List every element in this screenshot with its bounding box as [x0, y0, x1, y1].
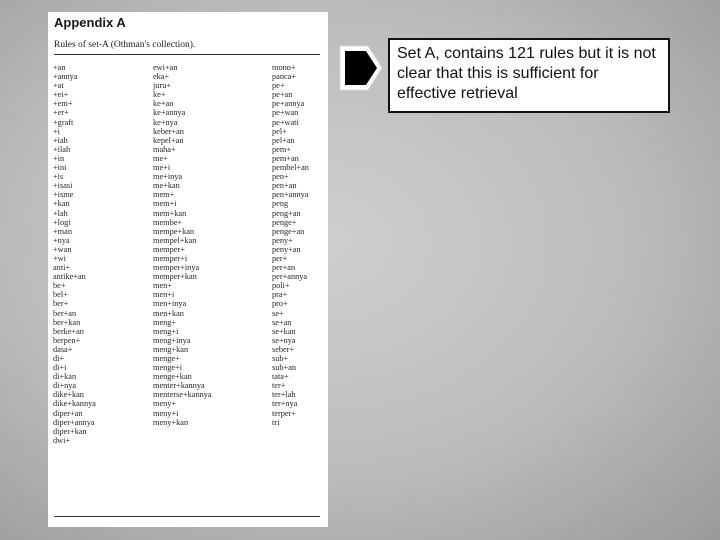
rule-entry: +logi	[53, 217, 71, 227]
rule-entry: mem+	[153, 190, 175, 200]
rule-entry: dike+kan	[53, 390, 84, 400]
rule-entry: mem+i	[153, 199, 177, 209]
rule-entry: pen+an	[272, 181, 297, 191]
rule-entry: meny+	[153, 399, 177, 409]
rule-entry: men+	[153, 281, 172, 291]
rule-entry: pembel+an	[272, 163, 309, 173]
rule-entry: memper+kan	[153, 272, 197, 282]
rule-entry: me+kan	[153, 181, 180, 191]
rule-entry: ter+lah	[272, 390, 296, 400]
rule-entry: penge+an	[272, 226, 305, 236]
rule-entry: pe+wan	[272, 108, 299, 118]
rule-entry: tata+	[272, 372, 289, 382]
rule-entry: ke+an	[153, 99, 174, 109]
rules-column-1	[53, 63, 148, 445]
rule-entry: men+inya	[153, 299, 187, 309]
rule-entry: +annya	[53, 72, 78, 82]
rule-entry: di+	[53, 354, 65, 363]
rule-entry: se+kan	[272, 326, 296, 336]
rule-entry: pe+annya	[272, 99, 305, 109]
rule-entry: mempel+kan	[153, 235, 197, 245]
rule-entry: terper+	[272, 408, 297, 418]
document-subtitle: Rules of set-A (Othman's collection).	[54, 40, 196, 50]
rule-entry: di+nya	[53, 381, 77, 391]
document-title: Appendix A	[54, 15, 126, 30]
rule-entry: seber+	[272, 344, 295, 354]
rule-entry: menter+kannya	[153, 381, 205, 391]
table-top-rule	[54, 54, 320, 55]
rule-entry: +graft	[53, 117, 74, 127]
rule-entry: kepel+an	[153, 135, 184, 145]
rule-entry: dasa+	[53, 344, 73, 354]
rule-entry: peng	[272, 199, 289, 209]
rule-entry: penge+	[272, 217, 297, 227]
rule-entry: ter+nya	[272, 399, 298, 409]
rule-entry: se+an	[272, 317, 292, 327]
rule-entry: maha+	[153, 144, 176, 154]
rule-entry: pro+	[272, 299, 288, 309]
rule-entry: dwi+	[53, 435, 71, 445]
rule-entry: diper+annya	[53, 417, 95, 427]
rule-entry: +is	[53, 172, 64, 182]
rule-entry: +ini	[53, 163, 67, 173]
rule-entry: juru+	[153, 81, 172, 91]
rule-entry: pe+an	[272, 90, 293, 100]
rule-entry: men+i	[153, 290, 175, 300]
scanned-document	[48, 12, 328, 527]
rule-entry: meng+inya	[153, 335, 191, 345]
rule-entry: +ilah	[53, 144, 71, 154]
rule-entry: memper+i	[153, 253, 188, 263]
rule-entry: +i	[53, 126, 60, 136]
rule-entry: ter+	[272, 381, 286, 391]
rule-entry: membe+	[153, 217, 183, 227]
rule-entry: pem+an	[272, 153, 299, 163]
arrow-bullet-icon	[338, 44, 384, 92]
rule-entry: +wan	[53, 244, 72, 254]
rule-entry: bel+	[53, 290, 68, 300]
rule-entry: keber+an	[153, 126, 184, 136]
rule-entry: +iah	[53, 135, 68, 145]
rule-entry: pen+annya	[272, 190, 309, 200]
rule-entry: ke+annya	[153, 108, 186, 118]
rule-entry: +an	[53, 63, 66, 72]
callout-text: Set A, contains 121 rules but it is not clear that this is sufficient for effective retrieval	[397, 45, 656, 102]
rule-entry: eka+	[153, 72, 170, 82]
rule-entry: +man	[53, 226, 72, 236]
rule-entry: pel+	[272, 126, 287, 136]
rule-entry: ber+kan	[53, 317, 81, 327]
rule-entry: ke+nya	[153, 117, 178, 127]
rule-entry: peng+an	[272, 208, 301, 218]
rule-entry: se+	[272, 308, 284, 318]
rule-entry: +lah	[53, 208, 68, 218]
rule-entry: diper+kan	[53, 426, 87, 436]
rule-entry: be+	[53, 281, 66, 291]
rule-entry: menge+i	[153, 363, 183, 373]
rule-entry: pra+	[272, 290, 288, 300]
rule-entry: mempe+kan	[153, 226, 195, 236]
rule-entry: menterse+kannya	[153, 390, 212, 400]
rule-entry: poli+	[272, 281, 290, 291]
rule-entry: +er+	[53, 108, 69, 118]
rule-entry: anti+	[53, 263, 71, 273]
rule-entry: pe+wati	[272, 117, 299, 127]
rule-entry: pem+	[272, 144, 291, 154]
callout-box	[388, 38, 670, 113]
rule-entry: sub+an	[272, 363, 297, 373]
rule-entry: +kan	[53, 199, 70, 209]
rule-entry: menge+	[153, 354, 180, 363]
rule-entry: meng+i	[153, 326, 179, 336]
rule-entry: pen+	[272, 172, 289, 182]
rule-entry: se+nya	[272, 335, 296, 345]
rule-entry: diper+an	[53, 408, 83, 418]
rule-entry: ewi+an	[153, 63, 178, 72]
rule-entry: +wi	[53, 253, 66, 263]
rule-entry: sub+	[272, 354, 289, 363]
rule-entry: mono+	[272, 63, 296, 72]
rule-entry: meng+	[153, 317, 177, 327]
rule-entry: meny+kan	[153, 417, 189, 427]
rule-entry: me+	[153, 153, 168, 163]
rule-entry: +isasi	[53, 181, 73, 191]
rules-column-3	[272, 63, 328, 427]
rule-entry: meny+i	[153, 408, 179, 418]
rule-entry: di+kan	[53, 372, 77, 382]
rule-entry: +ei+	[53, 90, 69, 100]
rule-entry: pel+an	[272, 135, 295, 145]
rule-entry: tri	[272, 417, 280, 427]
rule-entry: +nya	[53, 235, 70, 245]
rule-entry: memper+	[153, 244, 185, 254]
rule-entry: per+	[272, 253, 288, 263]
rule-entry: peny+	[272, 235, 293, 245]
rule-entry: memper+inya	[153, 263, 200, 273]
rule-entry: di+i	[53, 363, 67, 373]
rule-entry: antike+an	[53, 272, 86, 282]
rule-entry: ke+	[153, 90, 166, 100]
rule-entry: menge+kan	[153, 372, 192, 382]
rule-entry: pe+	[272, 81, 285, 91]
rule-entry: meng+kan	[153, 344, 189, 354]
rule-entry: +in	[53, 153, 65, 163]
rule-entry: me+inya	[153, 172, 183, 182]
rule-entry: panca+	[272, 72, 297, 82]
rule-entry: men+kan	[153, 308, 184, 318]
rule-entry: per+an	[272, 263, 296, 273]
rule-entry: dike+kannya	[53, 399, 96, 409]
rule-entry: peny+an	[272, 244, 301, 254]
rule-entry: +at	[53, 81, 64, 91]
rule-entry: berpen+	[53, 335, 81, 345]
rule-entry: berke+an	[53, 326, 84, 336]
rule-entry: ber+	[53, 299, 69, 309]
rules-column-2	[153, 63, 268, 427]
rule-entry: per+annya	[272, 272, 308, 282]
rule-entry: +em+	[53, 99, 73, 109]
table-bottom-rule	[54, 516, 320, 517]
rule-entry: me+i	[153, 163, 171, 173]
rule-entry: ber+an	[53, 308, 77, 318]
rule-entry: +isme	[53, 190, 74, 200]
rule-entry: mem+kan	[153, 208, 187, 218]
